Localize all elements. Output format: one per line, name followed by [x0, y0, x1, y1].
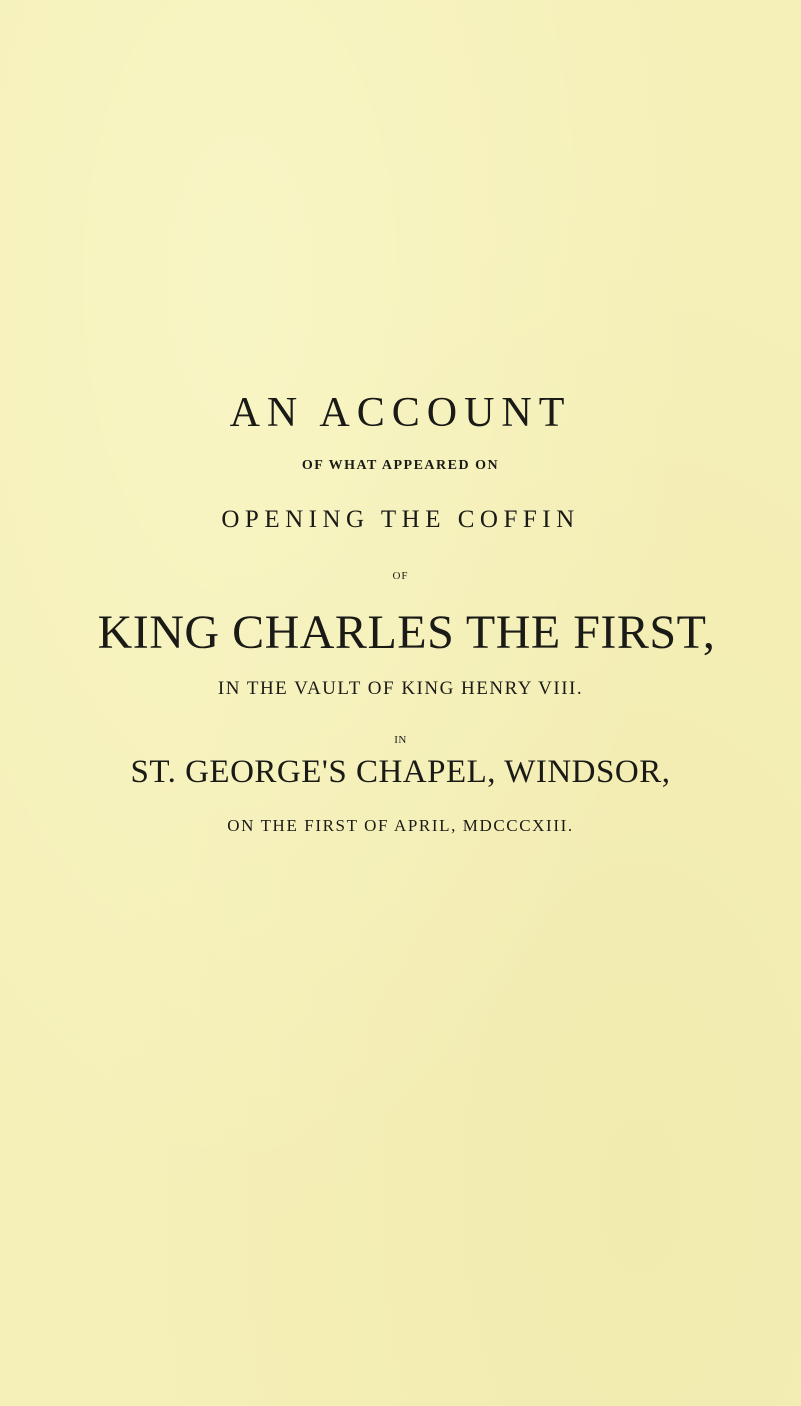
connector-of: OF — [392, 570, 409, 582]
location-st-georges-chapel: ST. GEORGE'S CHAPEL, WINDSOR, — [130, 754, 671, 790]
connector-in: IN — [394, 734, 407, 746]
subtitle-of-what-appeared-on: OF WHAT APPEARED ON — [301, 458, 500, 473]
subtitle-vault-of-king-henry: IN THE VAULT OF KING HENRY VIII. — [217, 678, 584, 699]
subtitle-opening-the-coffin: OPENING THE COFFIN — [221, 506, 580, 533]
date-line: ON THE FIRST OF APRIL, MDCCCXIII. — [227, 816, 574, 835]
title-king-charles-the-first: KING CHARLES THE FIRST, — [97, 606, 716, 659]
title-an-account: AN ACCOUNT — [229, 390, 572, 436]
